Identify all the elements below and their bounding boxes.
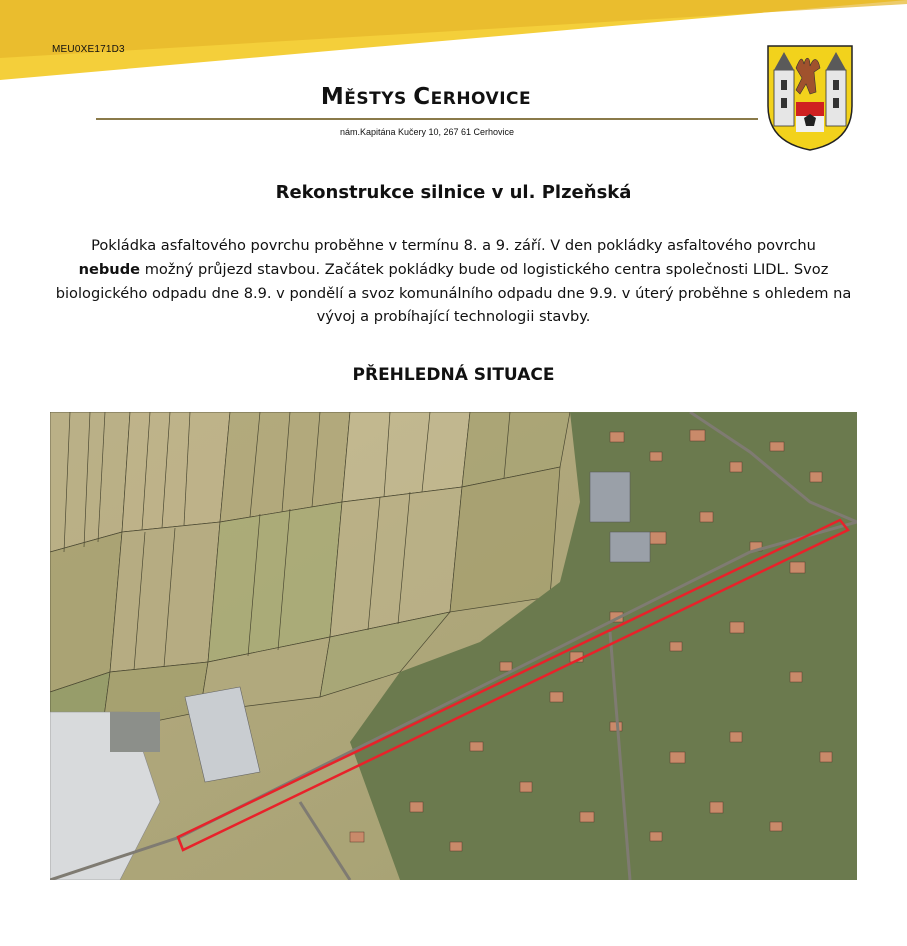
aerial-situation-map: [50, 412, 857, 880]
eagle-shield-icon: [796, 102, 824, 132]
map-section-heading: PŘEHLEDNÁ SITUACE: [352, 365, 555, 385]
coat-of-arms-logo: [766, 44, 854, 152]
notice-body-text-2: možný průjezd stavbou. Začátek pokládky bude od logistického centra společnosti LIDL. Svoz biologického odpadu dne 8.9. v pondělí a svoz komunálního odpadu dne 9.9. v úterý proběhne s ohledem na vývoj a probíhající technologii stavby.: [55, 260, 852, 326]
town-name-initial-2: C: [413, 84, 431, 110]
notice-body: [40, 234, 867, 329]
header-divider: [96, 118, 758, 120]
town-address: nám.Kapitána Kučery 10, 267 61 Cerhovice: [339, 127, 515, 137]
town-name: [96, 84, 756, 110]
document-id: MEU0XE171D3: [52, 44, 125, 55]
town-name-initial-1: M: [320, 84, 345, 110]
notice-body-emphasis: nebude: [78, 260, 141, 278]
town-name-rest-1: ĚSTYS: [344, 89, 414, 109]
notice-body-text-1: Pokládka asfaltového povrchu proběhne v termínu 8. a 9. září. V den pokládky asfaltového povrchu: [91, 237, 816, 254]
town-name-rest-2: ERHOVICE: [430, 89, 532, 109]
notice-title: Rekonstrukce silnice v ul. Plzeňská: [275, 182, 632, 203]
parking-lot: [110, 712, 160, 752]
